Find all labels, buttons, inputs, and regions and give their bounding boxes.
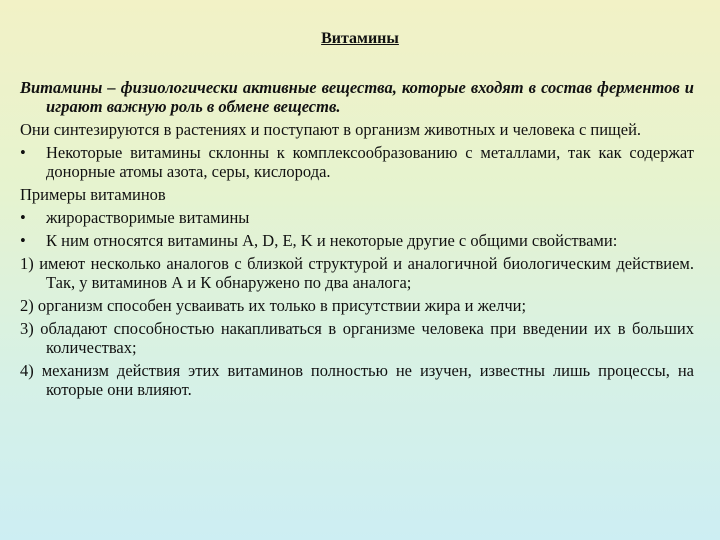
slide-title: Витамины — [321, 30, 399, 47]
bullet-item-vitamins-list — [20, 231, 694, 250]
numbered-item-4: 4) механизм действия этих витаминов полностью не изучен, известны лишь процессы, на которые они влияют. — [20, 361, 694, 399]
numbered-item-1: 1) имеют несколько аналогов с близкой структурой и аналогичной биологическим действием. Так, у витаминов А и К обнаружено по два аналога; — [20, 254, 694, 292]
numbered-item-3: 3) обладают способностью накапливаться в организме человека при введении их в больших количествах; — [20, 319, 694, 357]
bullet-mark: • — [20, 231, 26, 250]
numbered-item-2: 2) организм способен усваивать их только в присутствии жира и желчи; — [20, 296, 527, 315]
bullet-mark: • — [20, 208, 26, 227]
bullet-item-fat-soluble — [20, 208, 694, 227]
examples-heading: Примеры витаминов — [20, 185, 166, 204]
intro-paragraph: Витамины – физиологически активные вещества, которые входят в состав ферментов и играют важную роль в обмене веществ. — [20, 78, 694, 116]
paragraph-synthesis: Они синтезируются в растениях и поступают в организм животных и человека с пищей. — [20, 120, 642, 139]
bullet-mark: • — [20, 143, 26, 162]
bullet-text: Некоторые витамины склонны к комплексообразованию с металлами, так как содержат донорные атомы азота, серы, кислорода. — [46, 143, 694, 181]
bullet-text: жирорастворимые витамины — [46, 208, 250, 227]
bullet-item-complexation — [20, 143, 694, 181]
bullet-text: К ним относятся витамины А, D, E, K и некоторые другие с общими свойствами: — [46, 231, 618, 250]
slide-content — [20, 78, 694, 403]
